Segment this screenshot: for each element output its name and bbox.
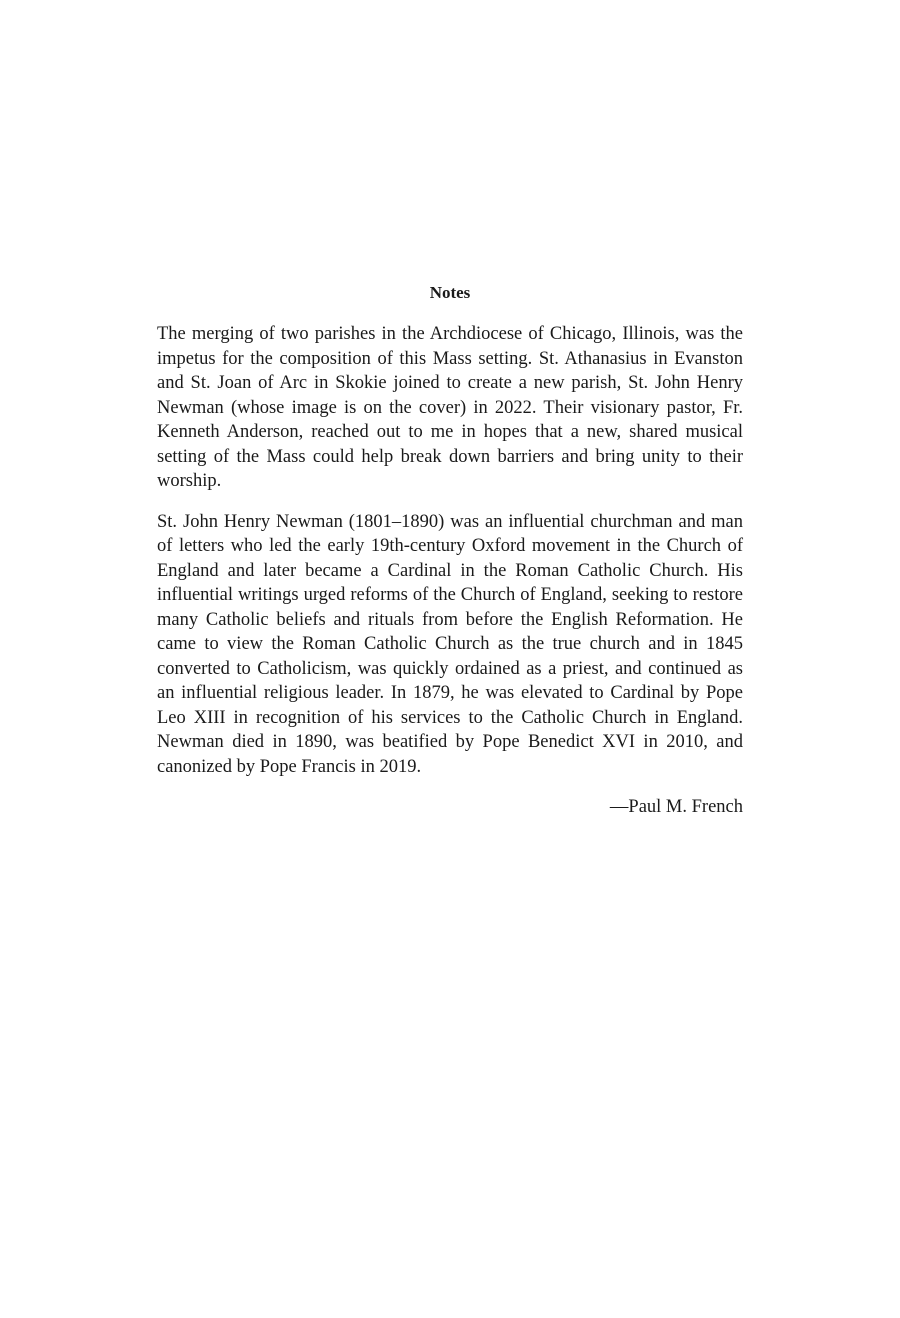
notes-paragraph-1: The merging of two parishes in the Archdiocese of Chicago, Illinois, was the impetus for the composition of this Mass setting. St. Athanasius in Evanston and St. Joan of Arc in Skokie joined to create a new parish, St. John Henry Newman (whose image is on the cover) in 2022. Their visionary pastor, Fr. Kenneth Anderson, reached out to me in hopes that a new, shared musical setting of the Mass could help break down barriers and bring unity to their worship. — [157, 324, 743, 491]
page-title: Notes — [429, 283, 471, 302]
author-signature: —Paul M. French — [609, 797, 743, 817]
notes-paragraph-2: St. John Henry Newman (1801–1890) was an influential churchman and man of letters who led the early 19th-century Oxford movement in the Church of England and later became a Cardinal in the Roman Catholic Church. His influential writings urged reforms of the Church of England, seeking to restore many Catholic beliefs and rituals from before the English Reformation. He came to view the Roman Catholic Church as the true church and in 1845 converted to Catholicism, was quickly ordained as a priest, and continued as an influential religious leader. In 1879, he was elevated to Cardinal by Pope Leo XIII in recognition of his services to the Catholic Church in England. Newman died in 1890, was beatified by Pope Benedict XVI in 2010, and canonized by Pope Francis in 2019. — [157, 511, 743, 777]
notes-page — [157, 282, 743, 819]
